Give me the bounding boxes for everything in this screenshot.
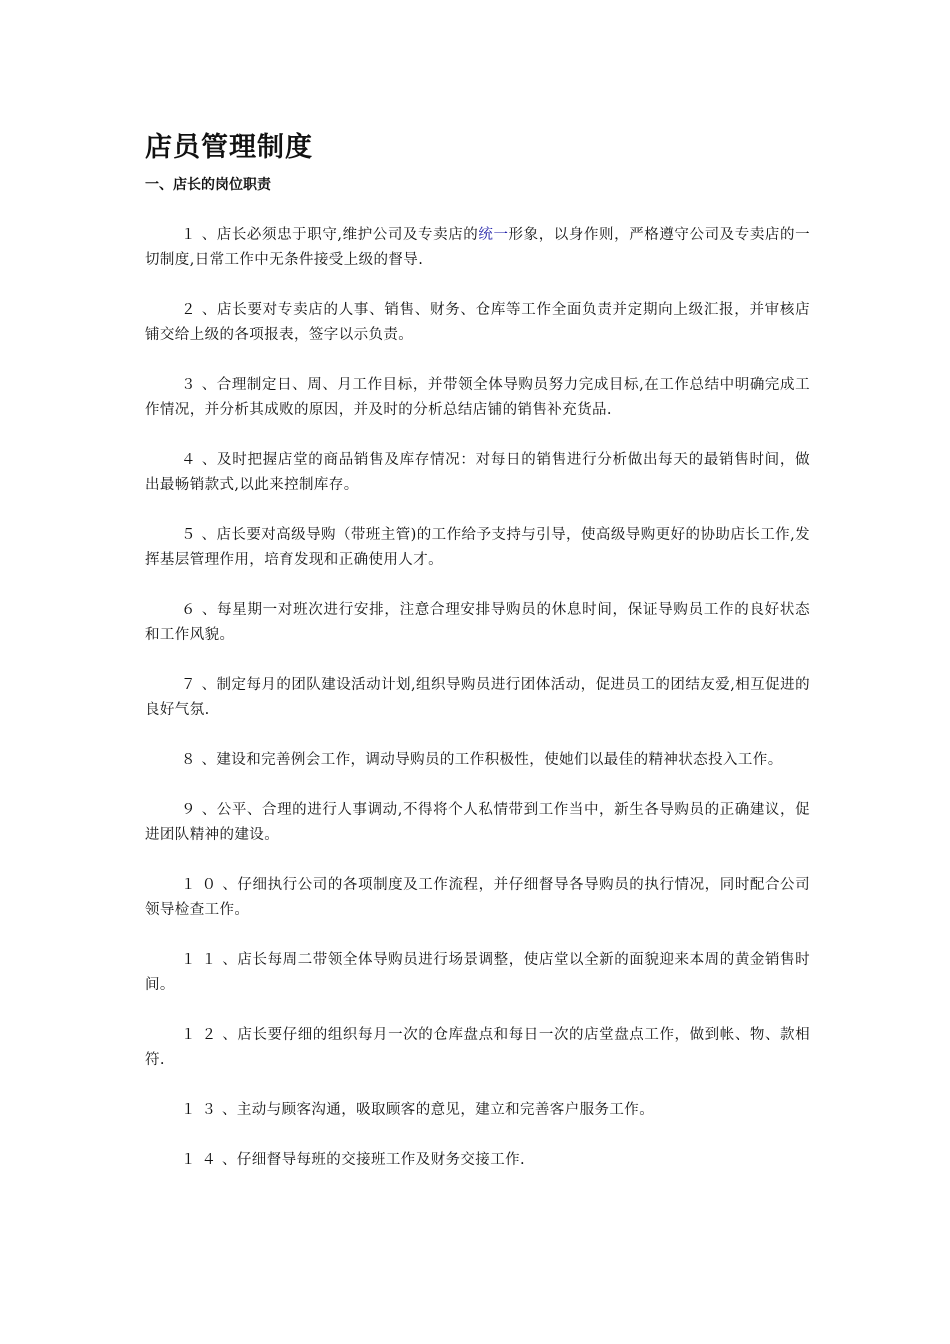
item-number: １４: [181, 1152, 222, 1168]
item-text: 、店长要仔细的组织每月一次的仓库盘点和每日一次的店堂盘点工作，做到帐、物、款相符.: [145, 1027, 811, 1068]
duty-item-9: [145, 798, 810, 848]
item-number: ６: [181, 602, 202, 618]
item-number: １０: [181, 877, 223, 893]
item-text: 、主动与顾客沟通，吸取顾客的意见，建立和完善客户服务工作。: [222, 1102, 655, 1118]
duty-item-2: [145, 298, 810, 348]
duty-item-4: [145, 448, 810, 498]
item-text: 、店长每周二带领全体导购员进行场景调整，使店堂以全新的面貌迎来本周的黄金销售时间。: [145, 952, 811, 993]
item-text: 、公平、合理的进行人事调动,不得将个人私情带到工作当中，新生各导购员的正确建议，促进团队精神的建设。: [145, 802, 810, 843]
item-text: 、店长要对专卖店的人事、销售、财务、仓库等工作全面负责并定期向上级汇报，并审核店铺交给上级的各项报表，签字以示负责。: [145, 302, 810, 343]
item-text: 、及时把握店堂的商品销售及库存情况：对每日的销售进行分析做出每天的最销售时间，做出最畅销款式,以此来控制库存。: [145, 452, 810, 493]
duty-item-12: [145, 1023, 810, 1073]
item-text: 、店长必须忠于职守,维护公司及专卖店的: [201, 227, 479, 243]
item-number: １１: [181, 952, 223, 968]
item-text: 、店长要对高级导购（带班主管)的工作给予支持与引导，使高级导购更好的协助店长工作,发挥基层管理作用，培育发现和正确使用人才。: [145, 527, 811, 568]
item-text: 、合理制定日、周、月工作目标，并带领全体导购员努力完成目标,在工作总结中明确完成工作情况，并分析其成败的原因，并及时的分析总结店铺的销售补充货品.: [145, 377, 810, 418]
item-number: ４: [181, 452, 202, 468]
item-number: １２: [181, 1027, 223, 1043]
item-number: １: [181, 227, 202, 243]
item-number: ５: [181, 527, 202, 543]
duty-item-7: [145, 673, 810, 723]
item-number: ７: [181, 677, 202, 693]
duty-item-14: [145, 1148, 810, 1173]
item-number: ３: [181, 377, 202, 393]
document-title: 店员管理制度: [145, 132, 313, 163]
item-text: 、制定每月的团队建设活动计划,组织导购员进行团体活动，促进员工的团结友爱,相互促进的良好气氛.: [145, 677, 811, 718]
section-heading: 一、店长的岗位职责: [145, 177, 271, 193]
item-text: 、每星期一对班次进行安排，注意合理安排导购员的休息时间，保证导购员工作的良好状态和工作风貌。: [145, 602, 810, 643]
item-number: ２: [181, 302, 202, 318]
duty-item-3: [145, 373, 810, 423]
duty-item-6: [145, 598, 810, 648]
duty-item-1: [145, 223, 810, 273]
item-link-text[interactable]: 统一: [478, 227, 509, 243]
duty-item-13: [145, 1098, 810, 1123]
item-number: ９: [181, 802, 202, 818]
item-number: ８: [181, 752, 202, 768]
document-page: [145, 128, 810, 1198]
item-number: １３: [181, 1102, 222, 1118]
duty-item-8: [145, 748, 810, 773]
item-text: 、建设和完善例会工作，调动导购员的工作积极性，使她们以最佳的精神状态投入工作。: [201, 752, 783, 768]
item-text-tail: 形象，以身作则，严格遵守公司及专卖店的一切制度,日常工作中无条件接受上级的督导.: [145, 227, 810, 268]
duty-item-5: [145, 523, 810, 573]
duty-list: [145, 223, 810, 1173]
item-text: 、仔细执行公司的各项制度及工作流程，并仔细督导各导购员的执行情况，同时配合公司领导检查工作。: [145, 877, 811, 918]
duty-item-10: [145, 873, 810, 923]
duty-item-11: [145, 948, 810, 998]
item-text: 、仔细督导每班的交接班工作及财务交接工作.: [222, 1152, 526, 1168]
